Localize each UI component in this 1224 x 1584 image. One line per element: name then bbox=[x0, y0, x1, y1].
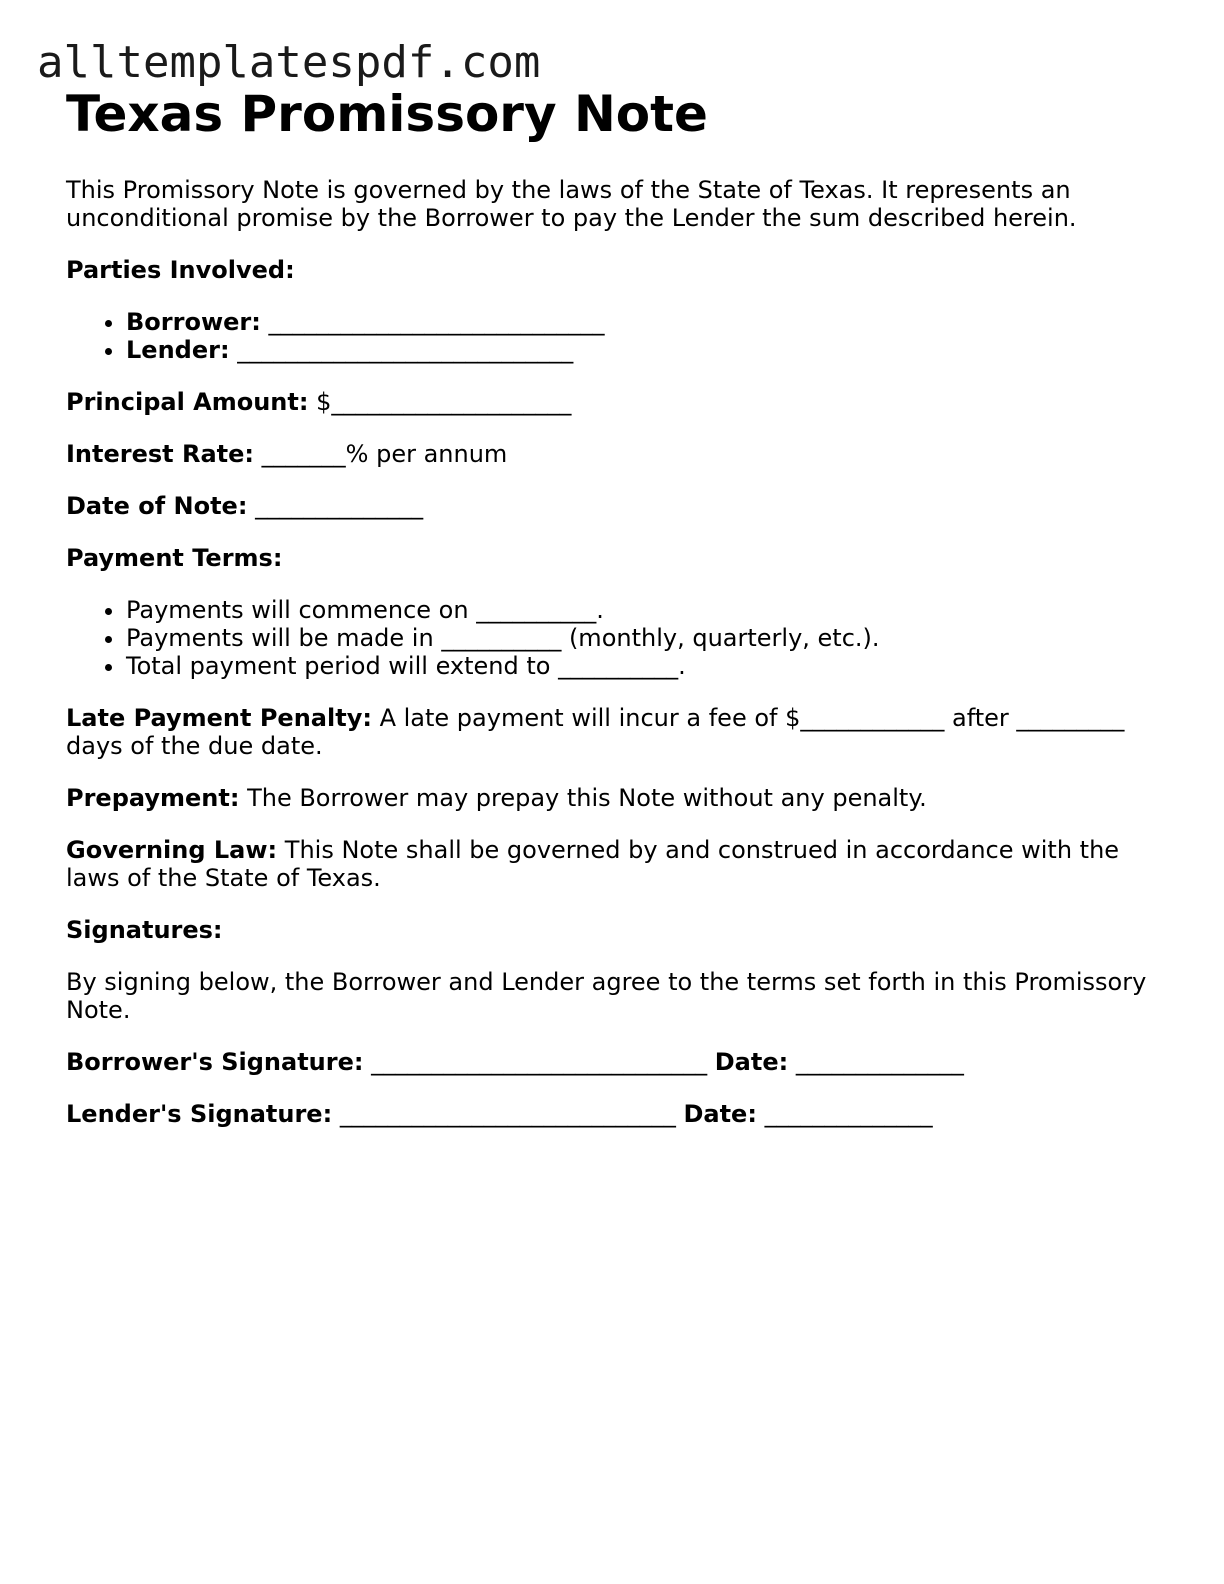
interest-line bbox=[66, 440, 1156, 468]
date-of-note-line bbox=[66, 492, 1156, 520]
date-of-note-label: Date of Note: bbox=[66, 492, 248, 520]
prepayment-label: Prepayment: bbox=[66, 784, 240, 812]
lender-label: Lender: bbox=[126, 336, 230, 364]
borrower-signature-line bbox=[66, 1048, 1156, 1076]
lender-blank: ____________________________ bbox=[237, 336, 574, 364]
intro-paragraph: This Promissory Note is governed by the laws of the State of Texas. It represents an unconditional promise by the Borrower to pay the Lender the sum described herein. bbox=[66, 176, 1077, 232]
list-item: • Payments will be made in __________ (monthly, quarterly, etc.). bbox=[126, 624, 1156, 652]
list-item: • Payments will commence on __________. bbox=[126, 596, 1156, 624]
late-penalty-label: Late Payment Penalty: bbox=[66, 704, 372, 732]
governing-law-label: Governing Law: bbox=[66, 836, 278, 864]
lender-signature-blank: ____________________________ bbox=[339, 1100, 676, 1128]
lender-date-label: Date: bbox=[683, 1100, 757, 1128]
signatures-text: By signing below, the Borrower and Lender agree to the terms set forth in this Promissory Note. bbox=[66, 968, 1147, 1024]
borrower-blank: ____________________________ bbox=[268, 308, 605, 336]
principal-value: $____________________ bbox=[316, 388, 572, 416]
list-item-borrower bbox=[126, 308, 1156, 336]
lender-signature-label: Lender's Signature: bbox=[66, 1100, 333, 1128]
payment-terms-heading: Payment Terms: bbox=[66, 544, 283, 572]
borrower-signature-blank: ____________________________ bbox=[371, 1048, 708, 1076]
principal-line bbox=[66, 388, 1156, 416]
late-penalty-paragraph bbox=[66, 704, 1156, 760]
borrower-signature-label: Borrower's Signature: bbox=[66, 1048, 364, 1076]
document-body bbox=[66, 84, 1156, 1128]
parties-heading: Parties Involved: bbox=[66, 256, 295, 284]
prepayment-text: The Borrower may prepay this Note without any penalty. bbox=[247, 784, 927, 812]
borrower-date-label: Date: bbox=[714, 1048, 789, 1076]
parties-list bbox=[66, 308, 1156, 364]
interest-label: Interest Rate: bbox=[66, 440, 255, 468]
document-title: Texas Promissory Note bbox=[66, 85, 708, 143]
governing-law-text: This Note shall be governed by and construed in accordance with the laws of the State of Texas. bbox=[66, 836, 1120, 892]
governing-law-paragraph bbox=[66, 836, 1156, 892]
prepayment-paragraph bbox=[66, 784, 1156, 812]
list-item-lender bbox=[126, 336, 1156, 364]
borrower-label: Borrower: bbox=[126, 308, 261, 336]
interest-value: _______% per annum bbox=[261, 440, 508, 468]
late-penalty-text: A late payment will incur a fee of $____________ after _________ days of the due date. bbox=[66, 704, 1125, 760]
signatures-heading: Signatures: bbox=[66, 916, 223, 944]
borrower-date-blank: ______________ bbox=[795, 1048, 964, 1076]
payment-terms-list bbox=[66, 596, 1156, 680]
lender-signature-line bbox=[66, 1100, 1156, 1128]
watermark: alltemplatespdf.com bbox=[37, 37, 541, 88]
principal-label: Principal Amount: bbox=[66, 388, 309, 416]
lender-date-blank: ______________ bbox=[764, 1100, 933, 1128]
date-of-note-value: ______________ bbox=[255, 492, 424, 520]
list-item: • Total payment period will extend to __________. bbox=[126, 652, 1156, 680]
